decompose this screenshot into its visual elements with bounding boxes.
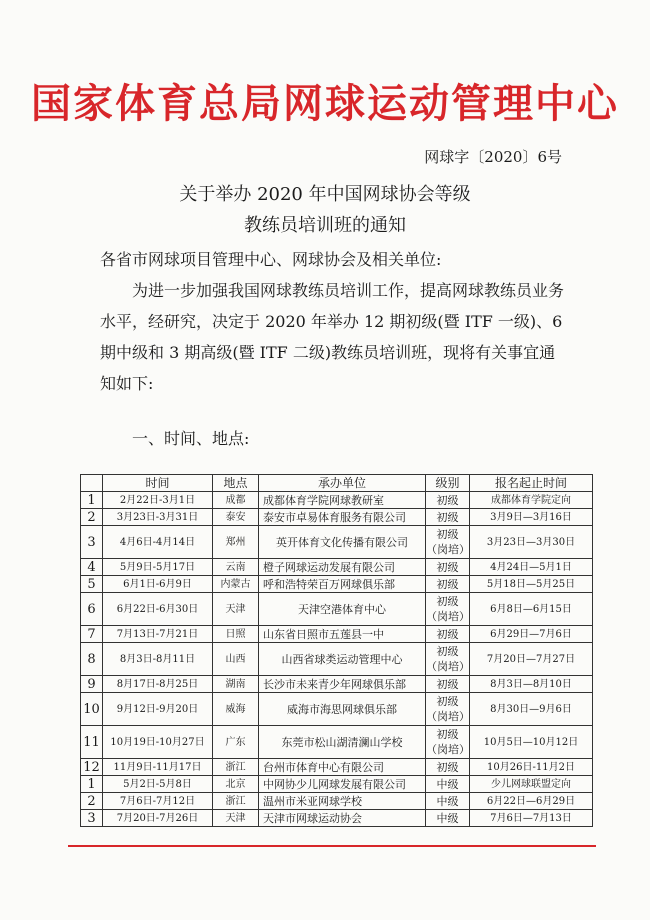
table-cell: 9 bbox=[81, 676, 103, 693]
table-cell: 天津空港体育中心 bbox=[259, 593, 426, 626]
table-row bbox=[81, 676, 593, 693]
table-cell: 山西 bbox=[213, 643, 259, 676]
table-row bbox=[81, 776, 593, 793]
table-cell: 初级 bbox=[426, 759, 470, 776]
table-cell: 8 bbox=[81, 643, 103, 676]
table-cell: 5月18日—5月25日 bbox=[470, 576, 593, 593]
table-cell: 初级 bbox=[426, 676, 470, 693]
table-cell: 成都体育学院网球教研室 bbox=[259, 492, 426, 509]
table-cell: 中网协少儿网球发展有限公司 bbox=[259, 776, 426, 793]
table-cell: 成都体育学院定向 bbox=[470, 492, 593, 509]
table-row bbox=[81, 576, 593, 593]
table-cell: 8月3日—8月10日 bbox=[470, 676, 593, 693]
table-cell: 东莞市松山湖清澜山学校 bbox=[259, 726, 426, 759]
table-cell: 初级 bbox=[426, 576, 470, 593]
table-cell: 泰安市卓易体育服务有限公司 bbox=[259, 509, 426, 526]
table-cell: 初级（岗培） bbox=[426, 643, 470, 676]
column-header: 级别 bbox=[426, 475, 470, 492]
column-header: 时间 bbox=[103, 475, 213, 492]
table-cell: 天津 bbox=[213, 810, 259, 827]
column-header: 承办单位 bbox=[259, 475, 426, 492]
table-cell: 橙子网球运动发展有限公司 bbox=[259, 559, 426, 576]
table-cell: 3月23日-3月31日 bbox=[103, 509, 213, 526]
table-cell: 中级 bbox=[426, 793, 470, 810]
table-cell: 12 bbox=[81, 759, 103, 776]
table-row bbox=[81, 726, 593, 759]
table-cell: 10月19日-10月27日 bbox=[103, 726, 213, 759]
table-cell: 初级 bbox=[426, 626, 470, 643]
table-cell: 7月13日-7月21日 bbox=[103, 626, 213, 643]
table-cell: 英开体育文化传播有限公司 bbox=[259, 526, 426, 559]
table-cell: 11 bbox=[81, 726, 103, 759]
table-row bbox=[81, 759, 593, 776]
table-cell: 6 bbox=[81, 593, 103, 626]
table-cell: 初级（岗培） bbox=[426, 726, 470, 759]
table-cell: 6月22日—6月29日 bbox=[470, 793, 593, 810]
table-cell: 10月5日—10月12日 bbox=[470, 726, 593, 759]
table-cell: 北京 bbox=[213, 776, 259, 793]
table-cell: 5月2日-5月8日 bbox=[103, 776, 213, 793]
table-cell: 7月20日-7月26日 bbox=[103, 810, 213, 827]
letterhead-title: 国家体育总局网球运动管理中心 bbox=[31, 80, 619, 127]
table-cell: 1 bbox=[81, 492, 103, 509]
table-cell: 9月12日-9月20日 bbox=[103, 693, 213, 726]
table-row bbox=[81, 793, 593, 810]
table-cell: 初级（岗培） bbox=[426, 526, 470, 559]
section-heading: 一、时间、地点: bbox=[132, 429, 250, 448]
table-row bbox=[81, 810, 593, 827]
table-cell: 泰安 bbox=[213, 509, 259, 526]
document-number: 网球字〔2020〕6号 bbox=[424, 148, 562, 166]
table-cell: 浙江 bbox=[213, 793, 259, 810]
table-cell: 日照 bbox=[213, 626, 259, 643]
table-cell: 初级（岗培） bbox=[426, 593, 470, 626]
table-cell: 湖南 bbox=[213, 676, 259, 693]
table-cell: 2 bbox=[81, 509, 103, 526]
table-cell: 6月22日-6月30日 bbox=[103, 593, 213, 626]
table-cell: 中级 bbox=[426, 810, 470, 827]
table-cell: 台州市体育中心有限公司 bbox=[259, 759, 426, 776]
notice-title-line2: 教练员培训班的通知 bbox=[244, 215, 406, 236]
table-cell: 云南 bbox=[213, 559, 259, 576]
table-cell: 温州市米亚网球学校 bbox=[259, 793, 426, 810]
column-header: 地点 bbox=[213, 475, 259, 492]
table-cell: 中级 bbox=[426, 776, 470, 793]
table-cell: 8月3日-8月11日 bbox=[103, 643, 213, 676]
table-row bbox=[81, 593, 593, 626]
column-header: 报名起止时间 bbox=[470, 475, 593, 492]
table-cell: 2 bbox=[81, 793, 103, 810]
table-cell: 7月20日—7月27日 bbox=[470, 643, 593, 676]
salutation: 各省市网球项目管理中心、网球协会及相关单位: bbox=[100, 250, 442, 269]
table-cell: 初级（岗培） bbox=[426, 693, 470, 726]
table-cell: 8月17日-8月25日 bbox=[103, 676, 213, 693]
table-cell: 天津 bbox=[213, 593, 259, 626]
table-row bbox=[81, 526, 593, 559]
table-cell: 2月22日-3月1日 bbox=[103, 492, 213, 509]
red-divider-line bbox=[68, 845, 596, 847]
table-cell: 5月9日-5月17日 bbox=[103, 559, 213, 576]
table-cell: 7月6日-7月12日 bbox=[103, 793, 213, 810]
table-cell: 郑州 bbox=[213, 526, 259, 559]
table-cell: 4月24日—5月1日 bbox=[470, 559, 593, 576]
table-cell: 3 bbox=[81, 810, 103, 827]
table-cell: 初级 bbox=[426, 509, 470, 526]
table-cell: 6月29日—7月6日 bbox=[470, 626, 593, 643]
table-cell: 4 bbox=[81, 559, 103, 576]
table-row bbox=[81, 643, 593, 676]
body-paragraph: 为进一步加强我国网球教练员培训工作，提高网球教练员业务水平，经研究，决定于 2020 年举办 12 期初级(暨 ITF 一级)、6 期中级和 3 期高级(暨 ITF 二级)教练员培训班，现将有关事宜通知如下: bbox=[100, 281, 565, 393]
table-cell: 威海市海思网球俱乐部 bbox=[259, 693, 426, 726]
column-header bbox=[81, 475, 103, 492]
table-cell: 10月26日-11月2日 bbox=[470, 759, 593, 776]
table-cell: 山东省日照市五莲县一中 bbox=[259, 626, 426, 643]
table-cell: 内蒙古 bbox=[213, 576, 259, 593]
table-cell: 少儿网球联盟定向 bbox=[470, 776, 593, 793]
table-cell: 3 bbox=[81, 526, 103, 559]
table-cell: 3月9日—3月16日 bbox=[470, 509, 593, 526]
table-cell: 初级 bbox=[426, 559, 470, 576]
table-cell: 浙江 bbox=[213, 759, 259, 776]
table-cell: 10 bbox=[81, 693, 103, 726]
table-cell: 6月8日—6月15日 bbox=[470, 593, 593, 626]
table-cell: 3月23日—3月30日 bbox=[470, 526, 593, 559]
table-cell: 7月6日—7月13日 bbox=[470, 810, 593, 827]
table-cell: 11月9日-11月17日 bbox=[103, 759, 213, 776]
table-cell: 1 bbox=[81, 776, 103, 793]
table-cell: 8月30日—9月6日 bbox=[470, 693, 593, 726]
table-cell: 山西省球类运动管理中心 bbox=[259, 643, 426, 676]
header-row bbox=[81, 475, 593, 492]
table-cell: 天津市网球运动协会 bbox=[259, 810, 426, 827]
table-cell: 5 bbox=[81, 576, 103, 593]
table-cell: 4月6日-4月14日 bbox=[103, 526, 213, 559]
notice-title-line1: 关于举办 2020 年中国网球协会等级 bbox=[179, 184, 471, 205]
table-row bbox=[81, 509, 593, 526]
table-cell: 威海 bbox=[213, 693, 259, 726]
table-row bbox=[81, 559, 593, 576]
table-row bbox=[81, 492, 593, 509]
table-cell: 6月1日-6月9日 bbox=[103, 576, 213, 593]
table-row bbox=[81, 626, 593, 643]
schedule-table bbox=[80, 474, 593, 827]
table-cell: 7 bbox=[81, 626, 103, 643]
table-cell: 长沙市未来青少年网球俱乐部 bbox=[259, 676, 426, 693]
table-cell: 广东 bbox=[213, 726, 259, 759]
table-cell: 成都 bbox=[213, 492, 259, 509]
table-cell: 呼和浩特荣百万网球俱乐部 bbox=[259, 576, 426, 593]
table-row bbox=[81, 693, 593, 726]
table-cell: 初级 bbox=[426, 492, 470, 509]
